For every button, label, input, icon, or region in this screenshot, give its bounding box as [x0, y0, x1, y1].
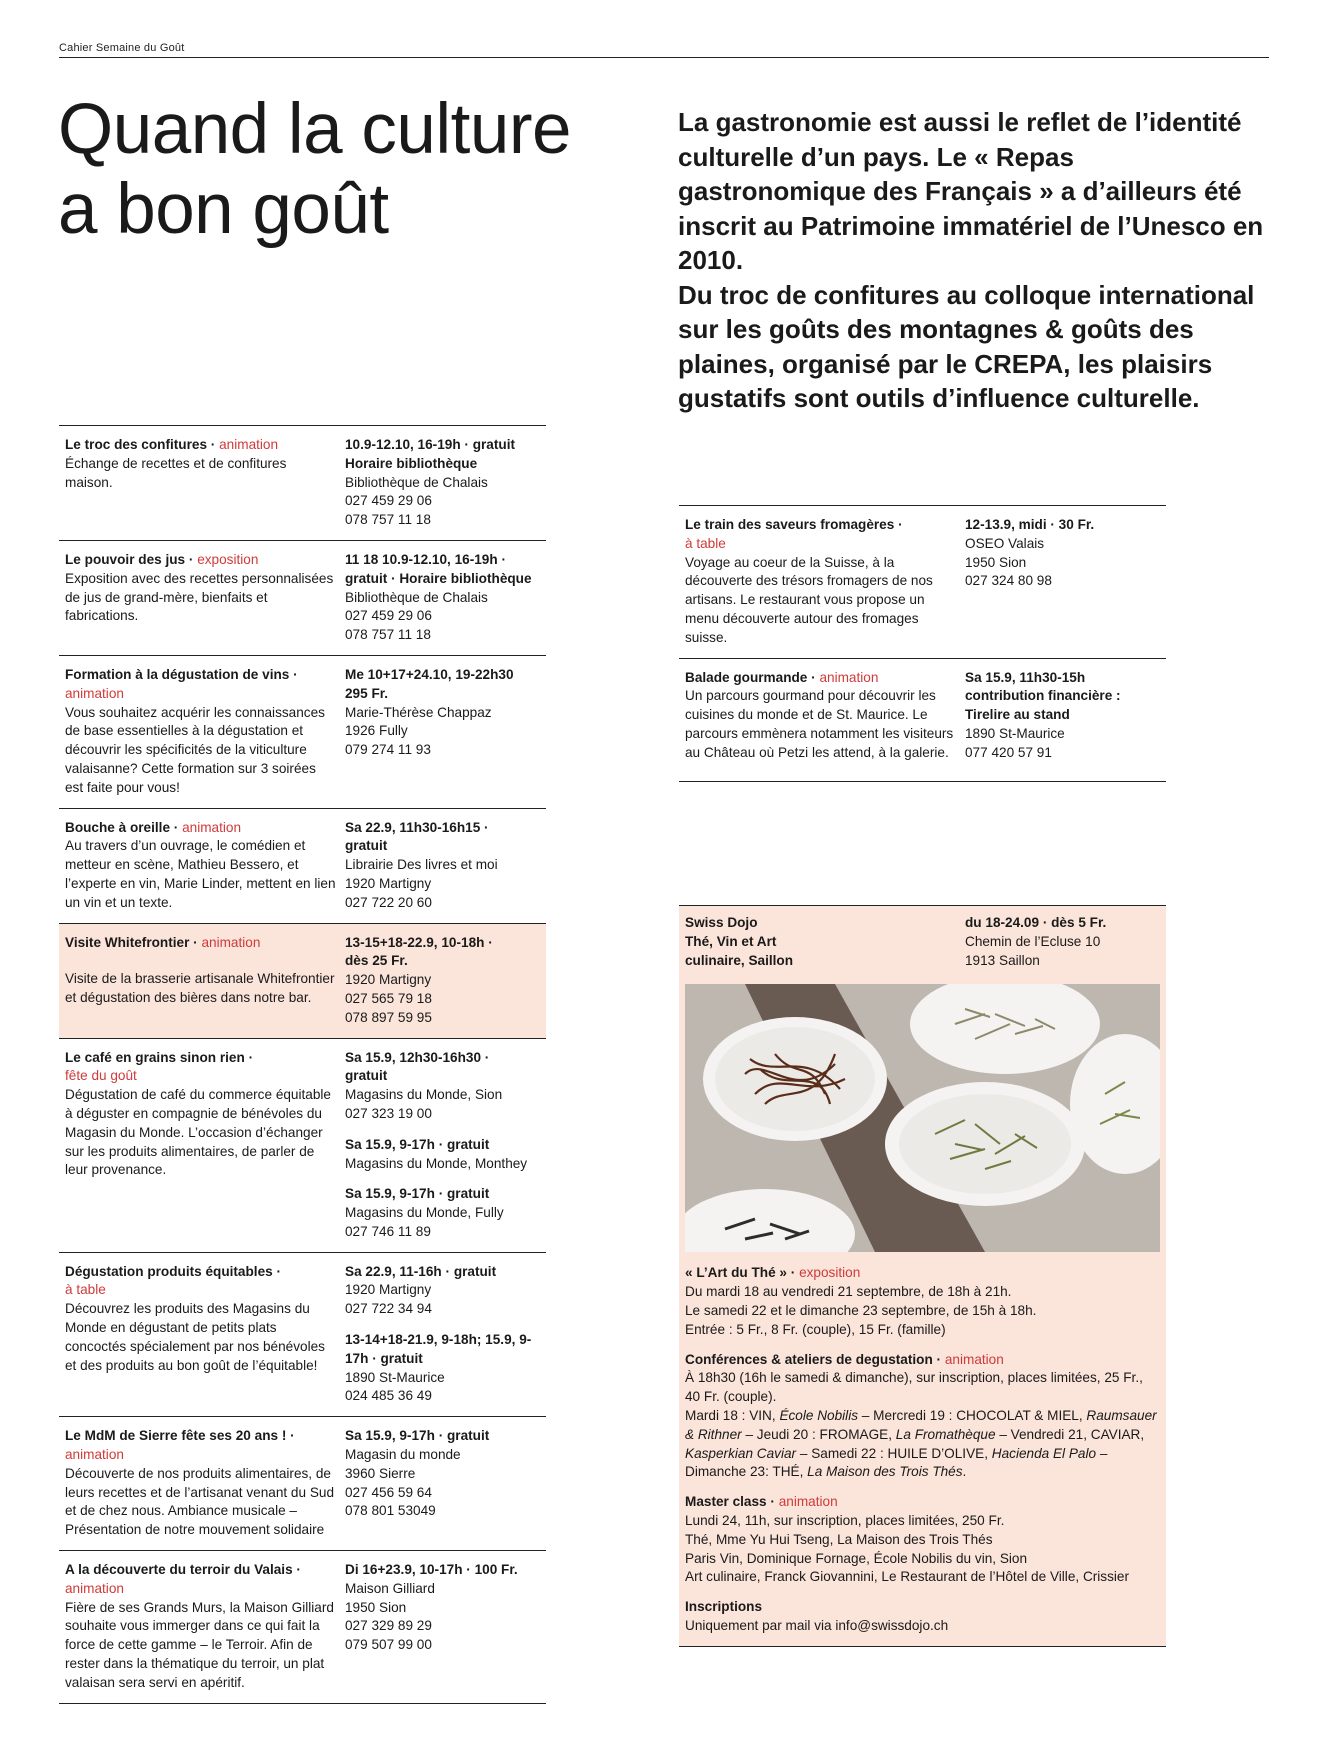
event-date: 13-15+18-22.9, 10-18h · — [345, 934, 493, 950]
event-tag: exposition — [197, 551, 259, 567]
event-date: Di 16+23.9, 10-17h · 100 Fr. — [345, 1562, 518, 1578]
event-title: Visite Whitefrontier · — [65, 934, 198, 950]
event-venue: Bibliothèque de Chalais — [345, 589, 488, 605]
program-end: . — [962, 1464, 967, 1480]
event-entry — [59, 656, 546, 809]
event-description: Voyage au coeur de la Suisse, à la découverte des trésors fromagers de nos artisans. Le restaurant vous propose un menu découverte autour des fromages suisse. — [685, 554, 933, 645]
event-tag: à table — [65, 1282, 106, 1298]
event-location: 1950 Sion — [965, 554, 1027, 570]
event-description: Un parcours gourmand pour découvrir les cuisines du monde et de St. Maurice. Le parcours emmènera notamment les visiteurs au Château où Petzi les attend, à la galerie. — [685, 688, 954, 760]
event-title: Le pouvoir des jus · — [65, 551, 194, 567]
event-phone: 027 329 89 29 — [345, 1618, 432, 1634]
event-entry — [679, 506, 1166, 659]
program-day: Mardi 18 : VIN, — [685, 1407, 780, 1423]
title-line-2: a bon goût — [58, 170, 389, 249]
program-day: – Vendredi 21, CAVIAR, — [995, 1426, 1145, 1442]
event-description: Découvrez les produits des Magasins du Monde en dégustant de petits plats concoctés spécialement par nos bénévoles et des produits au bon goût de l’équitable! — [65, 1301, 325, 1373]
event-date: 10.9-12.10, 16-19h · gratuit — [345, 437, 515, 452]
schedule-line: Le samedi 22 et le dimanche 23 septembre, de 15h à 18h. — [685, 1302, 1037, 1318]
event-date: Me 10+17+24.10, 19-22h30 — [345, 666, 514, 682]
event-title: Le troc des confitures · — [65, 437, 216, 452]
program-day: – Samedi 22 : HUILE D’OLIVE, — [796, 1445, 992, 1461]
program-day: – Jeudi 20 : FROMAGE, — [741, 1426, 896, 1442]
event-price: gratuit · Horaire bibliothèque — [345, 570, 532, 586]
event-tag: animation — [65, 1580, 124, 1596]
event-tag: animation — [65, 1447, 124, 1463]
event-title: Le MdM de Sierre fête ses 20 ans ! · — [65, 1428, 295, 1444]
price-line: Entrée : 5 Fr., 8 Fr. (couple), 15 Fr. (famille) — [685, 1321, 946, 1337]
conference-program — [685, 1407, 1160, 1482]
event-entry — [59, 1551, 546, 1704]
program-host: Kasperkian Caviar — [685, 1445, 797, 1461]
conferences-block — [685, 1351, 1160, 1483]
event-price: gratuit — [345, 838, 388, 854]
event-description: Au travers d’un ouvrage, le comédien et metteur en scène, Mathieu Bessero, et l’experte en vin, Marie Linder, mettent en lien un vin et un texte. — [65, 838, 336, 910]
event-venue: Marie-Thérèse Chappaz — [345, 704, 492, 720]
event-title: Balade gourmande · — [685, 669, 816, 685]
event-date: Sa 15.9, 9-17h · gratuit — [345, 1136, 490, 1152]
event-description: Exposition avec des recettes personnalisées de jus de grand-mère, bienfaits et fabrications. — [65, 570, 334, 624]
right-events-list — [679, 505, 1166, 782]
event-venue: OSEO Valais — [965, 535, 1045, 551]
event-phone: 024 485 36 49 — [345, 1388, 432, 1404]
running-head: Cahier Semaine du Goût — [59, 42, 185, 54]
master-line: Thé, Mme Yu Hui Tseng, La Maison des Trois Thés — [685, 1531, 993, 1547]
event-location: 1913 Saillon — [965, 952, 1040, 968]
event-location: 3960 Sierre — [345, 1465, 416, 1481]
master-line: Lundi 24, 11h, sur inscription, places limitées, 250 Fr. — [685, 1512, 1005, 1528]
section-title: Conférences & ateliers de degustation · — [685, 1351, 942, 1367]
event-entry — [679, 659, 1166, 782]
section-title: Inscriptions — [685, 1599, 763, 1615]
event-phone: 079 507 99 00 — [345, 1637, 432, 1653]
intro-paragraph-2: Du troc de confitures au colloque international sur les goûts des montagnes & goûts des plaines, organisé par le CREPA, les plaisirs gustatifs sont outils d’influence culturelle. — [678, 279, 1255, 413]
event-price-note: Tirelire au stand — [965, 707, 1070, 723]
section-title: Master class · — [685, 1494, 775, 1510]
event-date: Sa 22.9, 11-16h · gratuit — [345, 1263, 497, 1279]
event-description: Échange de recettes et de confitures maison. — [65, 455, 287, 490]
event-location: 1926 Fully — [345, 723, 408, 739]
program-host: Raumsauer & Rithner — [685, 1407, 1157, 1442]
event-phone: 027 324 80 98 — [965, 573, 1052, 589]
event-phone: 027 722 34 94 — [345, 1301, 432, 1317]
event-phone: 027 746 11 89 — [345, 1223, 431, 1239]
event-venue: Magasins du Monde, Fully — [345, 1205, 504, 1221]
event-description: Visite de la brasserie artisanale Whitefrontier et dégustation des bières dans notre bar. — [65, 971, 335, 1006]
schedule-line: Du mardi 18 au vendredi 21 septembre, de 18h à 21h. — [685, 1284, 1012, 1300]
swiss-dojo-header — [679, 905, 1166, 984]
event-price: gratuit — [345, 1068, 388, 1084]
program-host: La Maison des Trois Thés — [807, 1464, 963, 1480]
event-tag: exposition — [799, 1265, 861, 1281]
left-events-list — [59, 425, 546, 1704]
event-title: Formation à la dégustation de vins · — [65, 666, 298, 682]
intro-text — [678, 105, 1268, 416]
event-tag: fête du goût — [65, 1068, 137, 1084]
program-host: La Fromathèque — [895, 1426, 996, 1442]
event-entry — [59, 541, 546, 656]
event-venue: Magasin du monde — [345, 1447, 461, 1463]
event-phone: 078 801 53049 — [345, 1503, 436, 1519]
event-title: Le train des saveurs fromagères · — [685, 517, 903, 532]
art-du-the-block — [685, 1264, 1160, 1339]
title-line-1: Quand la culture — [58, 90, 571, 169]
tea-bowls-image — [685, 984, 1160, 1252]
master-line: Art culinaire, Franck Giovannini, Le Restaurant de l’Hôtel de Ville, Crissier — [685, 1569, 1130, 1585]
event-entry — [59, 1417, 546, 1551]
event-phone: 027 565 79 18 — [345, 990, 432, 1006]
event-location: 1890 St-Maurice — [345, 1369, 445, 1385]
event-date: 12-13.9, midi · 30 Fr. — [965, 517, 1095, 532]
event-date: 11 18 10.9-12.10, 16-19h · — [345, 551, 506, 567]
event-venue: Maison Gilliard — [345, 1580, 435, 1596]
dojo-subtitle: culinaire, Saillon — [685, 952, 794, 968]
program-host: Hacienda El Palo — [991, 1445, 1097, 1461]
swiss-dojo-box — [679, 905, 1166, 1647]
event-tag: animation — [182, 819, 242, 835]
program-host: École Nobilis — [779, 1407, 859, 1423]
event-phone: 078 897 59 95 — [345, 1009, 432, 1025]
event-date: Sa 22.9, 11h30-16h15 · — [345, 819, 489, 835]
event-phone: 079 274 11 93 — [345, 742, 431, 758]
master-class-block — [685, 1493, 1160, 1587]
event-date: 13-14+18-21.9, 9-18h; 15.9, 9-17h · gratuit — [345, 1332, 532, 1366]
event-price: Horaire bibliothèque — [345, 455, 478, 471]
program-day: – Mercredi 19 : CHOCOLAT & MIEL, — [858, 1407, 1087, 1423]
event-price: dès 25 Fr. — [345, 953, 408, 969]
event-price: contribution financière : — [965, 688, 1121, 704]
event-title: A la découverte du terroir du Valais · — [65, 1562, 301, 1578]
event-address: Chemin de l’Ecluse 10 — [965, 933, 1101, 949]
event-entry — [59, 809, 546, 924]
event-location: 1950 Sion — [345, 1599, 407, 1615]
event-entry — [59, 426, 546, 541]
event-phone: 078 757 11 18 — [345, 512, 431, 528]
dojo-subtitle: Thé, Vin et Art — [685, 933, 777, 949]
event-date: du 18-24.09 · dès 5 Fr. — [965, 915, 1107, 930]
event-date: Sa 15.9, 9-17h · gratuit — [345, 1428, 490, 1444]
dojo-name: Swiss Dojo — [685, 915, 758, 930]
event-venue: Librairie Des livres et moi — [345, 857, 498, 873]
event-tag: animation — [201, 934, 261, 950]
event-phone: 077 420 57 91 — [965, 744, 1052, 760]
event-title: Dégustation produits équitables · — [65, 1263, 281, 1279]
event-tag: à table — [685, 535, 726, 551]
event-venue: Bibliothèque de Chalais — [345, 474, 488, 490]
event-phone: 027 459 29 06 — [345, 608, 432, 624]
event-tag: animation — [219, 437, 279, 452]
event-phone: 027 323 19 00 — [345, 1105, 432, 1121]
event-tag: animation — [65, 685, 124, 701]
event-date: Sa 15.9, 12h30-16h30 · — [345, 1049, 490, 1065]
event-venue: Magasins du Monde, Sion — [345, 1087, 503, 1103]
event-tag: animation — [944, 1351, 1004, 1367]
section-title: « L’Art du Thé » · — [685, 1265, 796, 1281]
event-location: 1920 Martigny — [345, 1282, 432, 1298]
header-rule — [59, 57, 1269, 58]
event-entry-highlighted — [59, 924, 546, 1039]
master-line: Paris Vin, Dominique Fornage, École Nobilis du vin, Sion — [685, 1550, 1028, 1566]
inscriptions-text: Uniquement par mail via info@swissdojo.ch — [685, 1617, 949, 1633]
event-date: Sa 15.9, 9-17h · gratuit — [345, 1186, 490, 1202]
event-location: 1920 Martigny — [345, 972, 432, 988]
event-title: Le café en grains sinon rien · — [65, 1049, 254, 1065]
event-tag: animation — [778, 1494, 838, 1510]
event-date: Sa 15.9, 11h30-15h — [965, 669, 1086, 685]
event-location: 1890 St-Maurice — [965, 725, 1065, 741]
program-day: – Dimanche 23: THÉ, — [685, 1445, 1108, 1480]
page-title — [58, 90, 658, 250]
event-price: 295 Fr. — [345, 685, 389, 701]
event-phone: 027 456 59 64 — [345, 1484, 432, 1500]
event-tag: animation — [819, 669, 879, 685]
event-phone: 078 757 11 18 — [345, 627, 431, 643]
event-entry — [59, 1039, 546, 1253]
event-description: Découverte de nos produits alimentaires, de leurs recettes et de l’artisanat venant du Sud et de chez nous. Ambiance musicale – Présentation de notre mouvement solidaire — [65, 1465, 335, 1538]
event-description: Fière de ses Grands Murs, la Maison Gilliard souhaite vous immerger dans ce qui fait la force de cette gamme – le Terroir. Afin de rester dans la thématique du terroir, un plat valaisan sera servi en apéritif. — [65, 1599, 334, 1690]
intro-paragraph-1: La gastronomie est aussi le reflet de l’identité culturelle d’un pays. Le « Repas gastronomique des Français » a d’ailleurs été inscrit au Patrimoine immatériel de l’Unesco en 2010. — [678, 107, 1264, 275]
event-venue: Magasins du Monde, Monthey — [345, 1155, 528, 1171]
conference-info: À 18h30 (16h le samedi & dimanche), sur inscription, places limitées, 25 Fr., 40 Fr. (couple). — [685, 1370, 1143, 1405]
inscriptions-block — [685, 1598, 1160, 1636]
swiss-dojo-details — [679, 1252, 1166, 1646]
event-entry — [59, 1253, 546, 1418]
event-phone: 027 459 29 06 — [345, 493, 432, 509]
tea-photo — [679, 984, 1166, 1252]
event-location: 1920 Martigny — [345, 875, 432, 891]
event-description: Dégustation de café du commerce équitable à déguster en compagnie de bénévoles du Magasin du Monde. L’occasion d’échanger sur les produits alimentaires, de parler de leur provenance. — [65, 1087, 331, 1178]
event-description: Vous souhaitez acquérir les connaissances de base essentielles à la dégustation et découvrir les spécificités de la viticulture valaisanne? Cette formation sur 3 soirées est faite pour vous! — [65, 704, 325, 795]
event-title: Bouche à oreille · — [65, 819, 179, 835]
event-phone: 027 722 20 60 — [345, 894, 432, 910]
